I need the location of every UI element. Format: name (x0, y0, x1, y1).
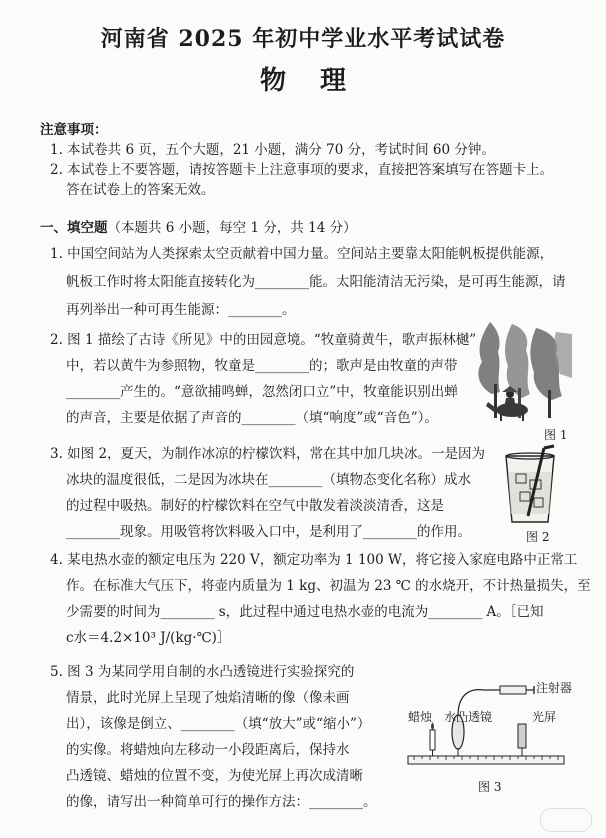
section1-heading (40, 218, 357, 238)
watermark-badge (540, 808, 592, 832)
q1-line-1: 1. 中国空间站为人类探索太空贡献着中国力量。空间站主要靠太阳能帆板提供能源， (50, 246, 554, 262)
figure-2-lemon-drink-glass (498, 444, 566, 526)
q4-line-4: c水＝4.2×10³ J/(kg·℃)］ (66, 630, 231, 646)
q3-line-3: 的过程中吸热。制好的柠檬饮料在空气中散发着淡淡清香，这是 (66, 498, 444, 514)
q5-line-6: 的像，请写出一种简单可行的操作方法：________。 (66, 794, 377, 810)
q5-line-4: 的实像。将蜡烛向左移动一小段距离后，保持水 (66, 742, 350, 758)
figure-2-caption: 图 2 (526, 530, 550, 544)
figure-1-pastoral-illustration (472, 322, 574, 422)
q5-line-3: 出），该像是倒立、________（填“放大”或“缩小”） (66, 716, 371, 732)
q5-line-2: 情景，此时光屏上呈现了烛焰清晰的像（像未画 (66, 690, 350, 706)
q4-line-3: 少需要的时间为________ s，此过程中通过电热水壶的电流为________ A。［已知 (66, 604, 544, 620)
q2-line-3: ________产生的。“意欲捕鸣蝉，忽然闭口立”中，牧童能识别出蝉 (66, 384, 458, 400)
q1-line-3: 再列举出一种可再生能源：________。 (66, 302, 296, 318)
q1-line-2: 帆板工作时将太阳能直接转化为________能。太阳能清洁无污染，是可再生能源，请 (66, 274, 566, 290)
figure-1-caption: 图 1 (544, 428, 568, 442)
q2-line-1: 2. 图 1 描绘了古诗《所见》中的田园意境。“牧童骑黄牛，歌声振林樾” (50, 332, 477, 348)
notice-item-1: 1. 本试卷共 6 页，五个大题，21 小题，满分 70 分，考试时间 60 分钟。 (50, 142, 495, 158)
notice-item-2: 2. 本试卷上不要答题，请按答题卡上注意事项的要求，直接把答案填写在答题卡上。 (50, 162, 554, 178)
q2-line-2: 中，若以黄牛为参照物，牧童是________的；歌声是由牧童的声带 (66, 358, 458, 374)
q3-line-4: ________现象。用吸管将饮料吸入口中，是利用了________的作用。 (66, 524, 471, 540)
q4-line-1: 4. 某电热水壶的额定电压为 220 V，额定功率为 1 100 W，将它接入家庭电路中正常工 (50, 552, 578, 568)
q4-line-2: 作。在标准大气压下，将壶内质量为 1 kg、初温为 23 ℃ 的水烧开，不计热量损失，至 (66, 578, 591, 594)
q5-line-1: 5. 图 3 为某同学用自制的水凸透镜进行实验探究的 (50, 664, 355, 680)
q5-line-5: 凸透镜、蜡烛的位置不变，为使光屏上再次成清晰 (66, 768, 363, 784)
figure-3-caption: 图 3 (478, 780, 502, 794)
subject-title: 物理 (259, 66, 380, 96)
q2-line-4: 的声音，主要是依据了声音的________（填“响度”或“音色”）。 (66, 410, 438, 426)
figure-3-label-screen: 光屏 (532, 710, 557, 724)
exam-title: 河南省 2025 年初中学业水平考试试卷 (100, 26, 506, 52)
section1-title: 一、填空题 (40, 220, 108, 236)
figure-3-label-lens: 水凸透镜 (444, 710, 493, 724)
notice-heading: 注意事项： (40, 122, 108, 138)
q3-line-2: 冰块的温度很低，二是因为冰块在________（填物态变化名称）成水 (66, 472, 471, 488)
notice-item-2-cont: 答在试卷上的答案无效。 (66, 182, 215, 198)
figure-3-label-candle: 蜡烛 (408, 710, 433, 724)
figure-3-label-syringe: 注射器 (536, 681, 573, 695)
q3-line-1: 3. 如图 2，夏天，为制作冰凉的柠檬饮料，常在其中加几块冰。一是因为 (50, 446, 486, 462)
section1-note: （本题共 6 小题，每空 1 分，共 14 分） (107, 220, 357, 236)
